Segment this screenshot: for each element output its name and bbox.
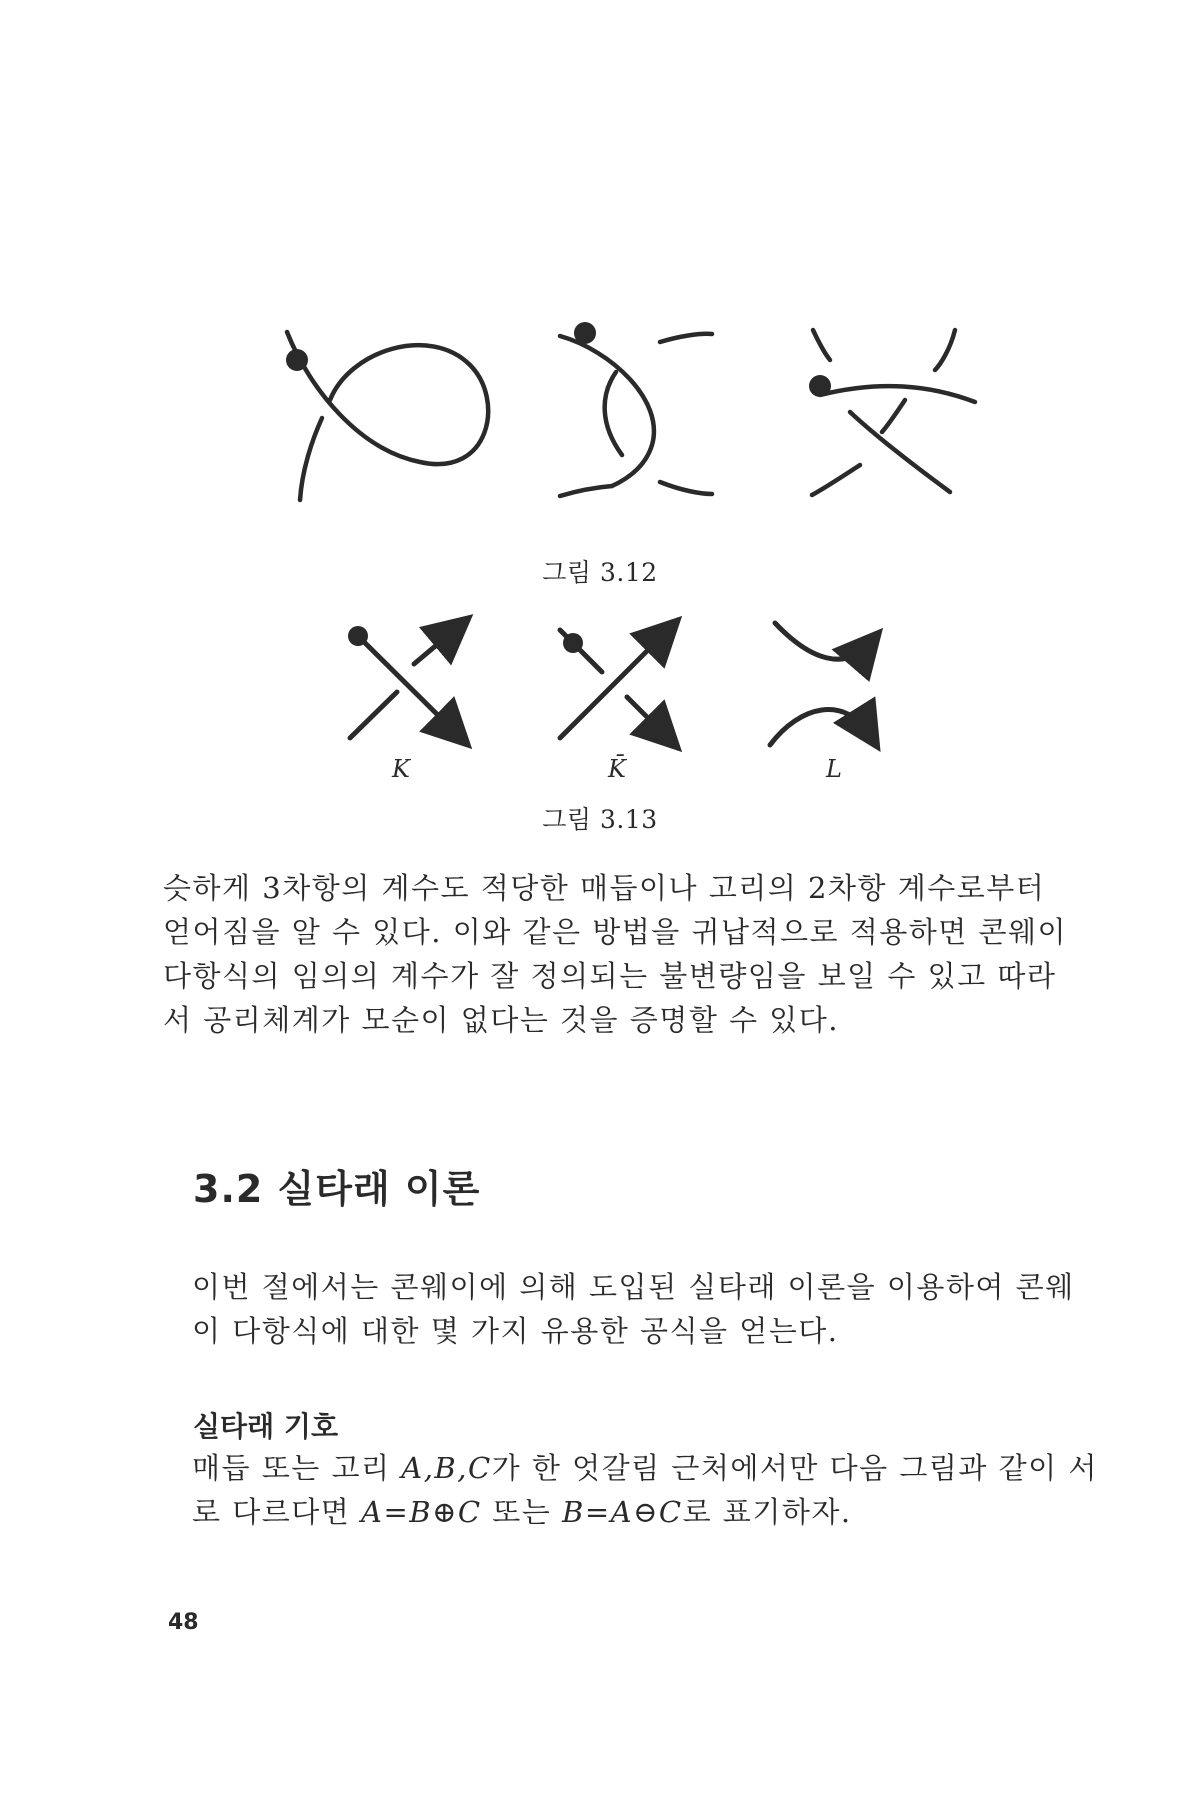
text-segment: 매듭 또는 고리 bbox=[192, 1451, 402, 1485]
math-a-eq-b-oplus-c: A=B⊕C bbox=[361, 1495, 482, 1529]
subsection-title: 실타래 기호 bbox=[193, 1410, 338, 1443]
body-paragraph: 슷하게 3차항의 계수도 적당한 매듭이나 고리의 2차항 계수로부터 얻어짐을 알 수 있다. 이와 같은 방법을 귀납적으로 적용하면 콘웨이 다항식의 임의의 계수가 잘 정의되는 불변량임을 보일 수 있고 따라서 공리체계가 모순이 없다는 것을 증명할 수 있다. bbox=[163, 871, 1068, 1037]
label-k-bar: K̄ bbox=[608, 755, 626, 783]
crossing-k bbox=[350, 627, 458, 738]
figure-3-13 bbox=[330, 600, 930, 795]
math-b-eq-a-ominus-c: B=A⊖C bbox=[562, 1495, 683, 1529]
text-segment: 로 표기하자. bbox=[682, 1495, 852, 1529]
label-k: K bbox=[392, 755, 410, 783]
basepoint-dot bbox=[574, 322, 596, 344]
basepoint-dot bbox=[563, 633, 583, 653]
section-intro: 이번 절에서는 콘웨이에 의해 도입된 실타래 이론을 이용하여 콘웨이 다항식에 대한 몇 가지 유용한 공식을 얻는다. bbox=[192, 1270, 1075, 1348]
label-l: L bbox=[826, 755, 842, 783]
section-title: 3.2 실타래 이론 bbox=[193, 1167, 481, 1211]
subsection-paragraph bbox=[163, 1446, 1102, 1534]
figure-3-13-caption: 그림 3.13 bbox=[542, 805, 658, 834]
figure-3-12 bbox=[270, 310, 990, 540]
basepoint-dot bbox=[809, 375, 831, 397]
crossing-diagram bbox=[812, 330, 975, 495]
text-segment: 가 한 엇갈림 근처에서만 다음 그림과 같이 서로 다르다면 bbox=[192, 1451, 1098, 1529]
arc-crossing-diagram bbox=[560, 334, 712, 496]
math-abc: A,B,C bbox=[401, 1451, 492, 1485]
smoothing-l bbox=[770, 623, 870, 745]
basepoint-dot bbox=[348, 626, 368, 646]
page-number: 48 bbox=[168, 1610, 199, 1635]
figure-3-12-caption: 그림 3.12 bbox=[542, 558, 658, 587]
text-segment: 또는 bbox=[481, 1495, 563, 1529]
basepoint-dot bbox=[286, 349, 308, 371]
kink-diagram bbox=[287, 332, 488, 500]
